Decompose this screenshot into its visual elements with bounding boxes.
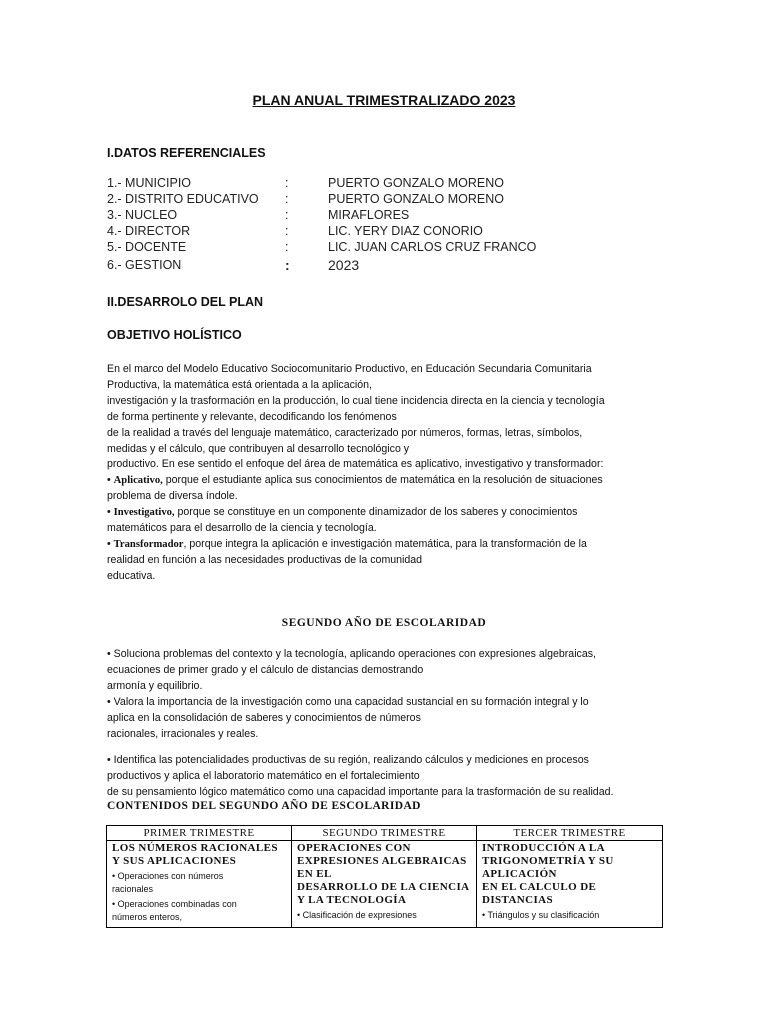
enfoque-aplicativo	[107, 473, 667, 489]
table-cell-primer-trimestre	[107, 841, 292, 928]
unit-title: INTRODUCCIÓN A LA TRIGONOMETRÍA Y SU APLICACIÓN EN EL CALCULO DE DISTANCIAS	[482, 842, 614, 906]
table-header-cell: PRIMER TRIMESTRE	[107, 826, 292, 841]
contenidos-table	[106, 825, 663, 928]
ref-separator: :	[285, 208, 289, 222]
table-header-cell: TERCER TRIMESTRE	[477, 826, 663, 841]
content-item: • Triángulos y su clasificación	[482, 910, 600, 920]
enfoque-term: Aplicativo,	[113, 475, 163, 487]
paragraph-line: ecuaciones de primer grado y el cálculo de distancias demostrando	[107, 663, 424, 676]
ref-value: 2023	[328, 257, 360, 273]
paragraph-line: matemáticos para el desarrollo de la ciencia y tecnología.	[107, 522, 377, 535]
contenidos-heading: CONTENIDOS DEL SEGUNDO AÑO DE ESCOLARIDAD	[107, 800, 421, 812]
objetivo-holistico-heading: OBJETIVO HOLÍSTICO	[107, 328, 242, 342]
ref-value: PUERTO GONZALO MORENO	[328, 176, 504, 190]
table-row	[107, 841, 663, 928]
paragraph-line: armonía y equilibrio.	[107, 679, 203, 692]
paragraph-line: productivos y aplica el laboratorio matemático en el fortalecimiento	[107, 769, 420, 782]
ref-label: 2.- DISTRITO EDUCATIVO	[107, 192, 259, 206]
ref-label: 4.- DIRECTOR	[107, 224, 191, 238]
table-header-row	[107, 826, 663, 841]
bullet: •	[107, 474, 114, 487]
paragraph-line: En el marco del Modelo Educativo Sociocomunitario Productivo, en Educación Secundaria Comunitaria	[107, 363, 592, 375]
paragraph-line: investigación y la trasformación en la producción, lo cual tiene incidencia directa en la ciencia y tecnología	[107, 394, 605, 407]
ref-value: LIC. YERY DIAZ CONORIO	[328, 224, 483, 238]
enfoque-transformador	[107, 537, 667, 553]
ref-separator: :	[285, 192, 289, 206]
content-item: • Clasificación de expresiones	[297, 910, 417, 920]
enfoque-term: Investigativo,	[113, 507, 175, 519]
paragraph-line: de forma pertinente y relevante, decodificando los fenómenos	[107, 410, 397, 423]
ref-label: 1.- MUNICIPIO	[107, 176, 192, 190]
paragraph-line: • Identifica las potencialidades productivas de su región, realizando cálculos y mediciones en procesos	[107, 754, 589, 766]
ref-label: 6.- GESTION	[107, 258, 182, 272]
document-title: PLAN ANUAL TRIMESTRALIZADO 2023	[252, 92, 516, 108]
content-item: • Operaciones con números racionales	[112, 871, 224, 894]
table-header-cell: SEGUNDO TRIMESTRE	[292, 826, 477, 841]
paragraph-line: de su pensamiento lógico matemático como una capacidad importante para la trasformación de su realidad.	[107, 785, 614, 798]
ref-separator: :	[285, 240, 289, 254]
paragraph-line: • Valora la importancia de la investigación como una capacidad sustancial en su formación integral y lo	[107, 695, 589, 708]
paragraph-line: aplica en la consolidación de saberes y conocimientos de números	[107, 711, 421, 724]
ref-label: 5.- DOCENTE	[107, 240, 187, 254]
unit-title: LOS NÚMEROS RACIONALES Y SUS APLICACIONES	[112, 842, 278, 867]
table-cell-segundo-trimestre	[292, 841, 477, 928]
ref-value: LIC. JUAN CARLOS CRUZ FRANCO	[328, 240, 537, 254]
section-heading-desarrollo: II.DESARROLO DEL PLAN	[107, 295, 264, 309]
enfoque-desc: porque se constituye en un componente dinamizador de los saberes y conocimientos	[174, 506, 578, 519]
ref-label: 3.- NUCLEO	[107, 208, 178, 222]
objetivos-group-2	[107, 753, 667, 801]
paragraph-line: realidad en función a las necesidades productivas de la comunidad	[107, 553, 423, 566]
objetivo-holistico-text	[107, 362, 667, 585]
ref-value: MIRAFLORES	[328, 208, 410, 222]
enfoque-investigativo	[107, 505, 667, 521]
paragraph-line: Productiva, la matemática está orientada a la aplicación,	[107, 378, 372, 391]
ref-value: PUERTO GONZALO MORENO	[328, 192, 504, 206]
ref-separator: :	[285, 257, 290, 273]
year-heading: SEGUNDO AÑO DE ESCOLARIDAD	[281, 617, 487, 629]
paragraph-line: medidas y el cálculo, que contribuyen al desarrollo tecnológico y	[107, 442, 410, 455]
paragraph-line: racionales, irracionales y reales.	[107, 727, 259, 740]
paragraph-line: productivo. En ese sentido el enfoque del área de matemática es aplicativo, investigativo y transformador:	[107, 458, 604, 471]
paragraph-line: educativa.	[107, 569, 156, 582]
enfoque-desc: porque el estudiante aplica sus conocimientos de matemática en la resolución de situaciones	[162, 474, 603, 487]
objetivos-group-1	[107, 647, 667, 742]
bullet: •	[107, 537, 114, 550]
paragraph-line: de la realidad a través del lenguaje matemático, caracterizado por números, formas, letras, símbolos,	[107, 426, 583, 439]
paragraph-line: • Soluciona problemas del contexto y la tecnología, aplicando operaciones con expresiones algebraicas,	[107, 648, 596, 660]
unit-title: OPERACIONES CON EXPRESIONES ALGEBRAICAS EN EL DESARROLLO DE LA CIENCIA Y LA TECNOLOGÍA	[297, 842, 470, 906]
ref-separator: :	[285, 176, 289, 190]
paragraph-line: problema de diversa índole.	[107, 490, 238, 503]
bullet: •	[107, 506, 114, 519]
enfoque-desc: , porque integra la aplicación e investigación matemática, para la transformación de la	[183, 537, 587, 550]
section-heading-datos-referenciales: I.DATOS REFERENCIALES	[107, 146, 266, 160]
ref-separator: :	[285, 224, 289, 238]
table-cell-tercer-trimestre	[477, 841, 663, 928]
content-item: • Operaciones combinadas con números enteros,	[112, 899, 237, 922]
enfoque-term: Transformador	[113, 538, 184, 550]
